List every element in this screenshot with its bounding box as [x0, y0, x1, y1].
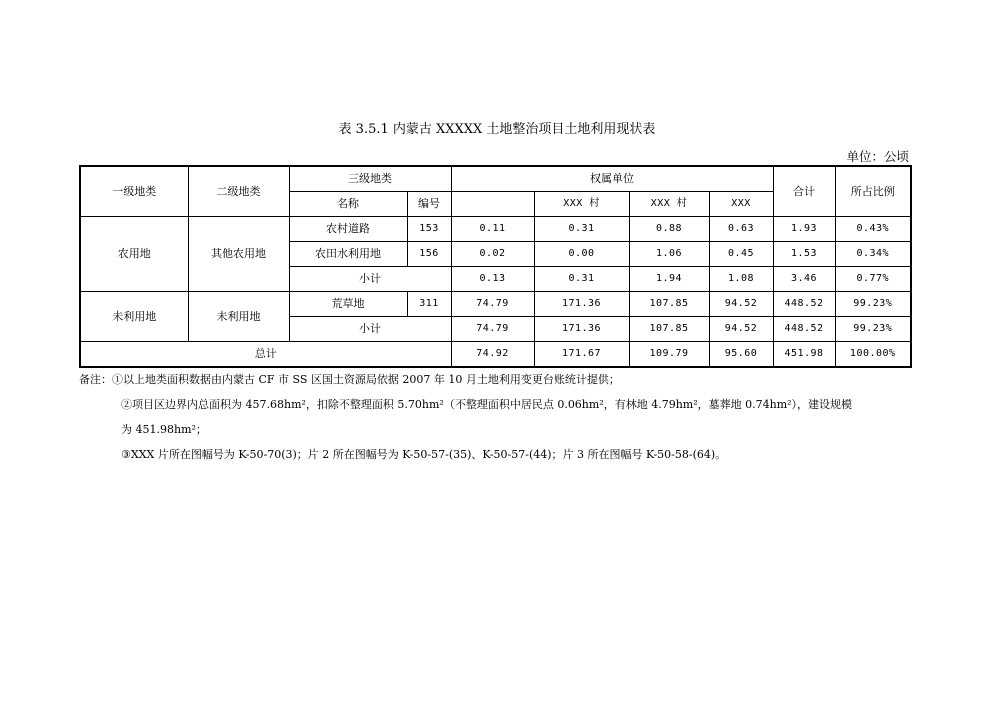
cell: 0.45 [709, 242, 773, 267]
cell-ratio: 99.23% [835, 292, 911, 317]
farm-level1: 农用地 [80, 217, 188, 292]
cell-total: 3.46 [773, 267, 835, 292]
table-title: 表 3.5.1 内蒙古 XXXXX 土地整治项目土地利用现状表 [338, 122, 656, 137]
header-row-1 [80, 166, 911, 192]
header-level1: 一级地类 [80, 166, 188, 217]
header-owner-col-3: XXX 村 [629, 192, 709, 217]
cell-ratio: 99.23% [835, 317, 911, 342]
cell: 0.02 [451, 242, 534, 267]
cell: 0.11 [451, 217, 534, 242]
header-name: 名称 [289, 192, 407, 217]
cell: 107.85 [629, 292, 709, 317]
cell: 95.60 [709, 342, 773, 368]
cell: 171.36 [534, 292, 629, 317]
header-code: 编号 [407, 192, 451, 217]
cell: 0.31 [534, 267, 629, 292]
subtotal-label: 小计 [289, 317, 451, 342]
table-row [80, 292, 911, 317]
cell: 94.52 [709, 317, 773, 342]
row-name: 荒草地 [289, 292, 407, 317]
cell: 1.08 [709, 267, 773, 292]
header-level2: 二级地类 [188, 166, 289, 217]
grand-total-label: 总计 [80, 342, 451, 368]
cell: 0.13 [451, 267, 534, 292]
grand-total-row [80, 342, 911, 368]
notes-block [79, 367, 919, 467]
cell-ratio: 0.43% [835, 217, 911, 242]
table-row [80, 217, 911, 242]
cell: 1.94 [629, 267, 709, 292]
header-owner-col-1 [451, 192, 534, 217]
unit-label: 单位：公顷 [846, 149, 909, 164]
cell-total: 1.93 [773, 217, 835, 242]
note-3: ③XXX 片所在图幅号为 K-50-70(3)；片 2 所在图幅号为 K-50-57-(35)、K-50-57-(44)；片 3 所在图幅号 K-50-58-(64)。 [121, 448, 727, 461]
farm-level2: 其他农用地 [188, 217, 289, 292]
note-1: 备注：①以上地类面积数据由内蒙古 CF 市 SS 区国土资源局依据 2007 年 10 月土地利用变更台账统计提供； [79, 373, 620, 386]
cell-total: 448.52 [773, 292, 835, 317]
cell: 1.06 [629, 242, 709, 267]
unused-level2: 未利用地 [188, 292, 289, 342]
cell: 0.31 [534, 217, 629, 242]
row-name: 农村道路 [289, 217, 407, 242]
cell: 0.00 [534, 242, 629, 267]
header-total: 合计 [773, 166, 835, 217]
cell: 109.79 [629, 342, 709, 368]
cell-total: 448.52 [773, 317, 835, 342]
cell: 0.63 [709, 217, 773, 242]
note-2-continued: 为 451.98hm²； [121, 423, 207, 436]
cell: 74.92 [451, 342, 534, 368]
header-owner: 权属单位 [451, 166, 773, 192]
cell: 171.67 [534, 342, 629, 368]
unused-level1: 未利用地 [80, 292, 188, 342]
land-use-table [79, 165, 912, 368]
cell: 107.85 [629, 317, 709, 342]
row-code: 311 [407, 292, 451, 317]
cell: 0.88 [629, 217, 709, 242]
subtotal-label: 小计 [289, 267, 451, 292]
header-owner-col-4: XXX [709, 192, 773, 217]
row-code: 156 [407, 242, 451, 267]
header-owner-col-2: XXX 村 [534, 192, 629, 217]
cell: 94.52 [709, 292, 773, 317]
cell: 74.79 [451, 292, 534, 317]
cell-total: 451.98 [773, 342, 835, 368]
note-2: ②项目区边界内总面积为 457.68hm²，扣除不整理面积 5.70hm²（不整理面积中居民点 0.06hm²，有林地 4.79hm²，墓葬地 0.74hm²），建设规模 [121, 398, 853, 411]
cell-ratio: 0.34% [835, 242, 911, 267]
cell-ratio: 100.00% [835, 342, 911, 368]
row-name: 农田水利用地 [289, 242, 407, 267]
cell-total: 1.53 [773, 242, 835, 267]
cell: 171.36 [534, 317, 629, 342]
row-code: 153 [407, 217, 451, 242]
header-level3: 三级地类 [289, 166, 451, 192]
header-ratio: 所占比例 [835, 166, 911, 217]
cell-ratio: 0.77% [835, 267, 911, 292]
cell: 74.79 [451, 317, 534, 342]
